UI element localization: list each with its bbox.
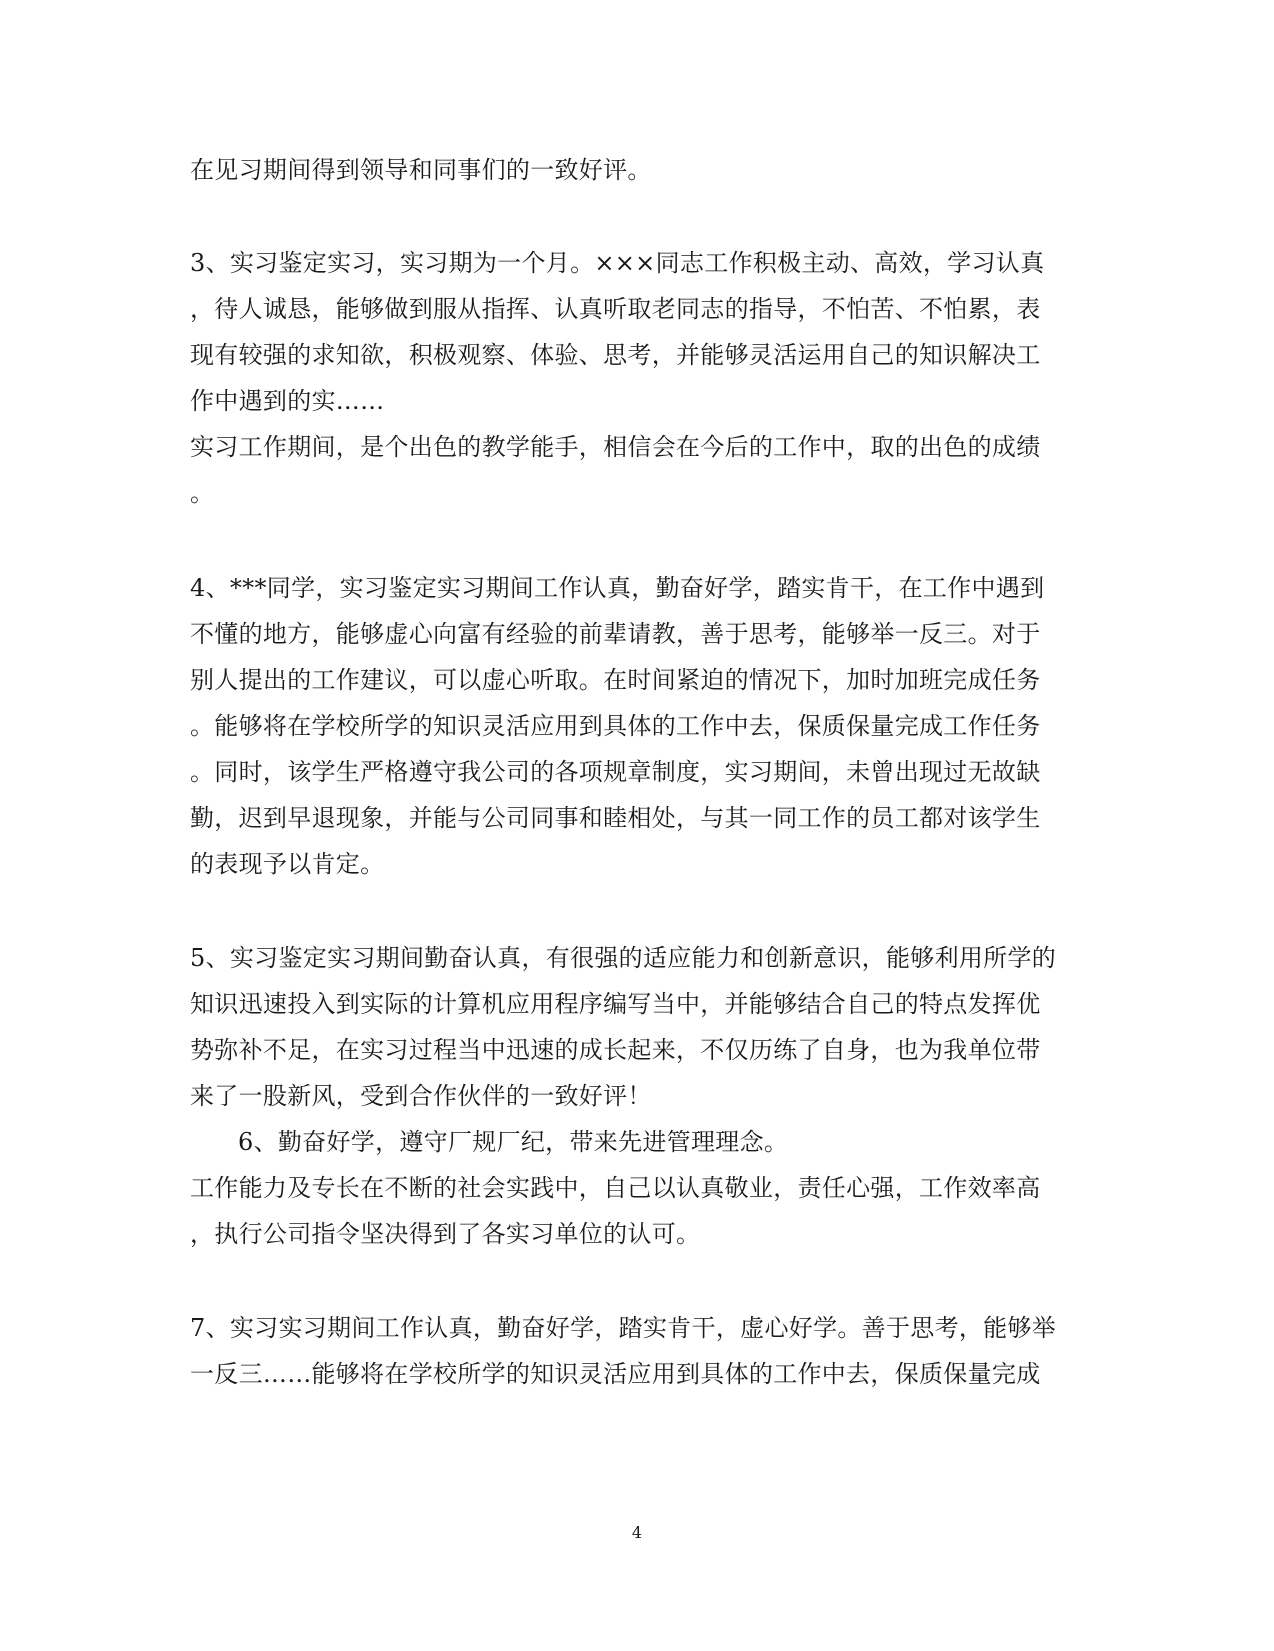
text-line: 5、实习鉴定实习期间勤奋认真，有很强的适应能力和创新意识，能够利用所学的 (190, 944, 1057, 972)
text-line: 工作能力及专长在不断的社会实践中，自己以认真敬业，责任心强，工作效率高 (190, 1174, 1041, 1202)
text-line: 在见习期间得到领导和同事们的一致好评。 (190, 156, 652, 184)
text-line: 实习工作期间，是个出色的教学能手，相信会在今后的工作中，取的出色的成绩 (190, 433, 1041, 461)
text-line: 3、实习鉴定实习，实习期为一个月。×××同志工作积极主动、高效，学习认真 (190, 249, 1045, 277)
page-number: 4 (631, 1523, 643, 1542)
text-line: 作中遇到的实…… (190, 387, 385, 415)
text-line: 4、***同学，实习鉴定实习期间工作认真，勤奋好学，踏实肯干，在工作中遇到 (190, 574, 1045, 602)
text-line: 6、勤奋好学，遵守厂规厂纪，带来先进管理理念。 (238, 1128, 789, 1156)
text-line: 来了一股新风，受到合作伙伴的一致好评！ (190, 1082, 652, 1110)
text-line: ，待人诚恳，能够做到服从指挥、认真听取老同志的指导，不怕苦、不怕累，表 (190, 295, 1041, 323)
text-line: 。 (190, 479, 215, 507)
text-line: 。能够将在学校所学的知识灵活应用到具体的工作中去，保质保量完成工作任务 (190, 712, 1041, 740)
text-line: 。同时，该学生严格遵守我公司的各项规章制度，实习期间，未曾出现过无故缺 (190, 758, 1041, 786)
text-line: 别人提出的工作建议，可以虚心听取。在时间紧迫的情况下，加时加班完成任务 (190, 666, 1041, 694)
text-line: 不懂的地方，能够虚心向富有经验的前辈请教，善于思考，能够举一反三。对于 (190, 620, 1041, 648)
text-line: 勤，迟到早退现象，并能与公司同事和睦相处，与其一同工作的员工都对该学生 (190, 804, 1041, 832)
text-line: 势弥补不足，在实习过程当中迅速的成长起来，不仅历练了自身，也为我单位带 (190, 1036, 1041, 1064)
text-line: 的表现予以肯定。 (190, 850, 385, 878)
text-line: 一反三……能够将在学校所学的知识灵活应用到具体的工作中去，保质保量完成 (190, 1360, 1041, 1388)
text-line: 7、实习实习期间工作认真，勤奋好学，踏实肯干，虚心好学。善于思考，能够举 (190, 1314, 1057, 1342)
text-line: ，执行公司指令坚决得到了各实习单位的认可。 (190, 1220, 701, 1248)
text-line: 现有较强的求知欲，积极观察、体验、思考，并能够灵活运用自己的知识解决工 (190, 341, 1041, 369)
text-line: 知识迅速投入到实际的计算机应用程序编写当中，并能够结合自己的特点发挥优 (190, 990, 1041, 1018)
